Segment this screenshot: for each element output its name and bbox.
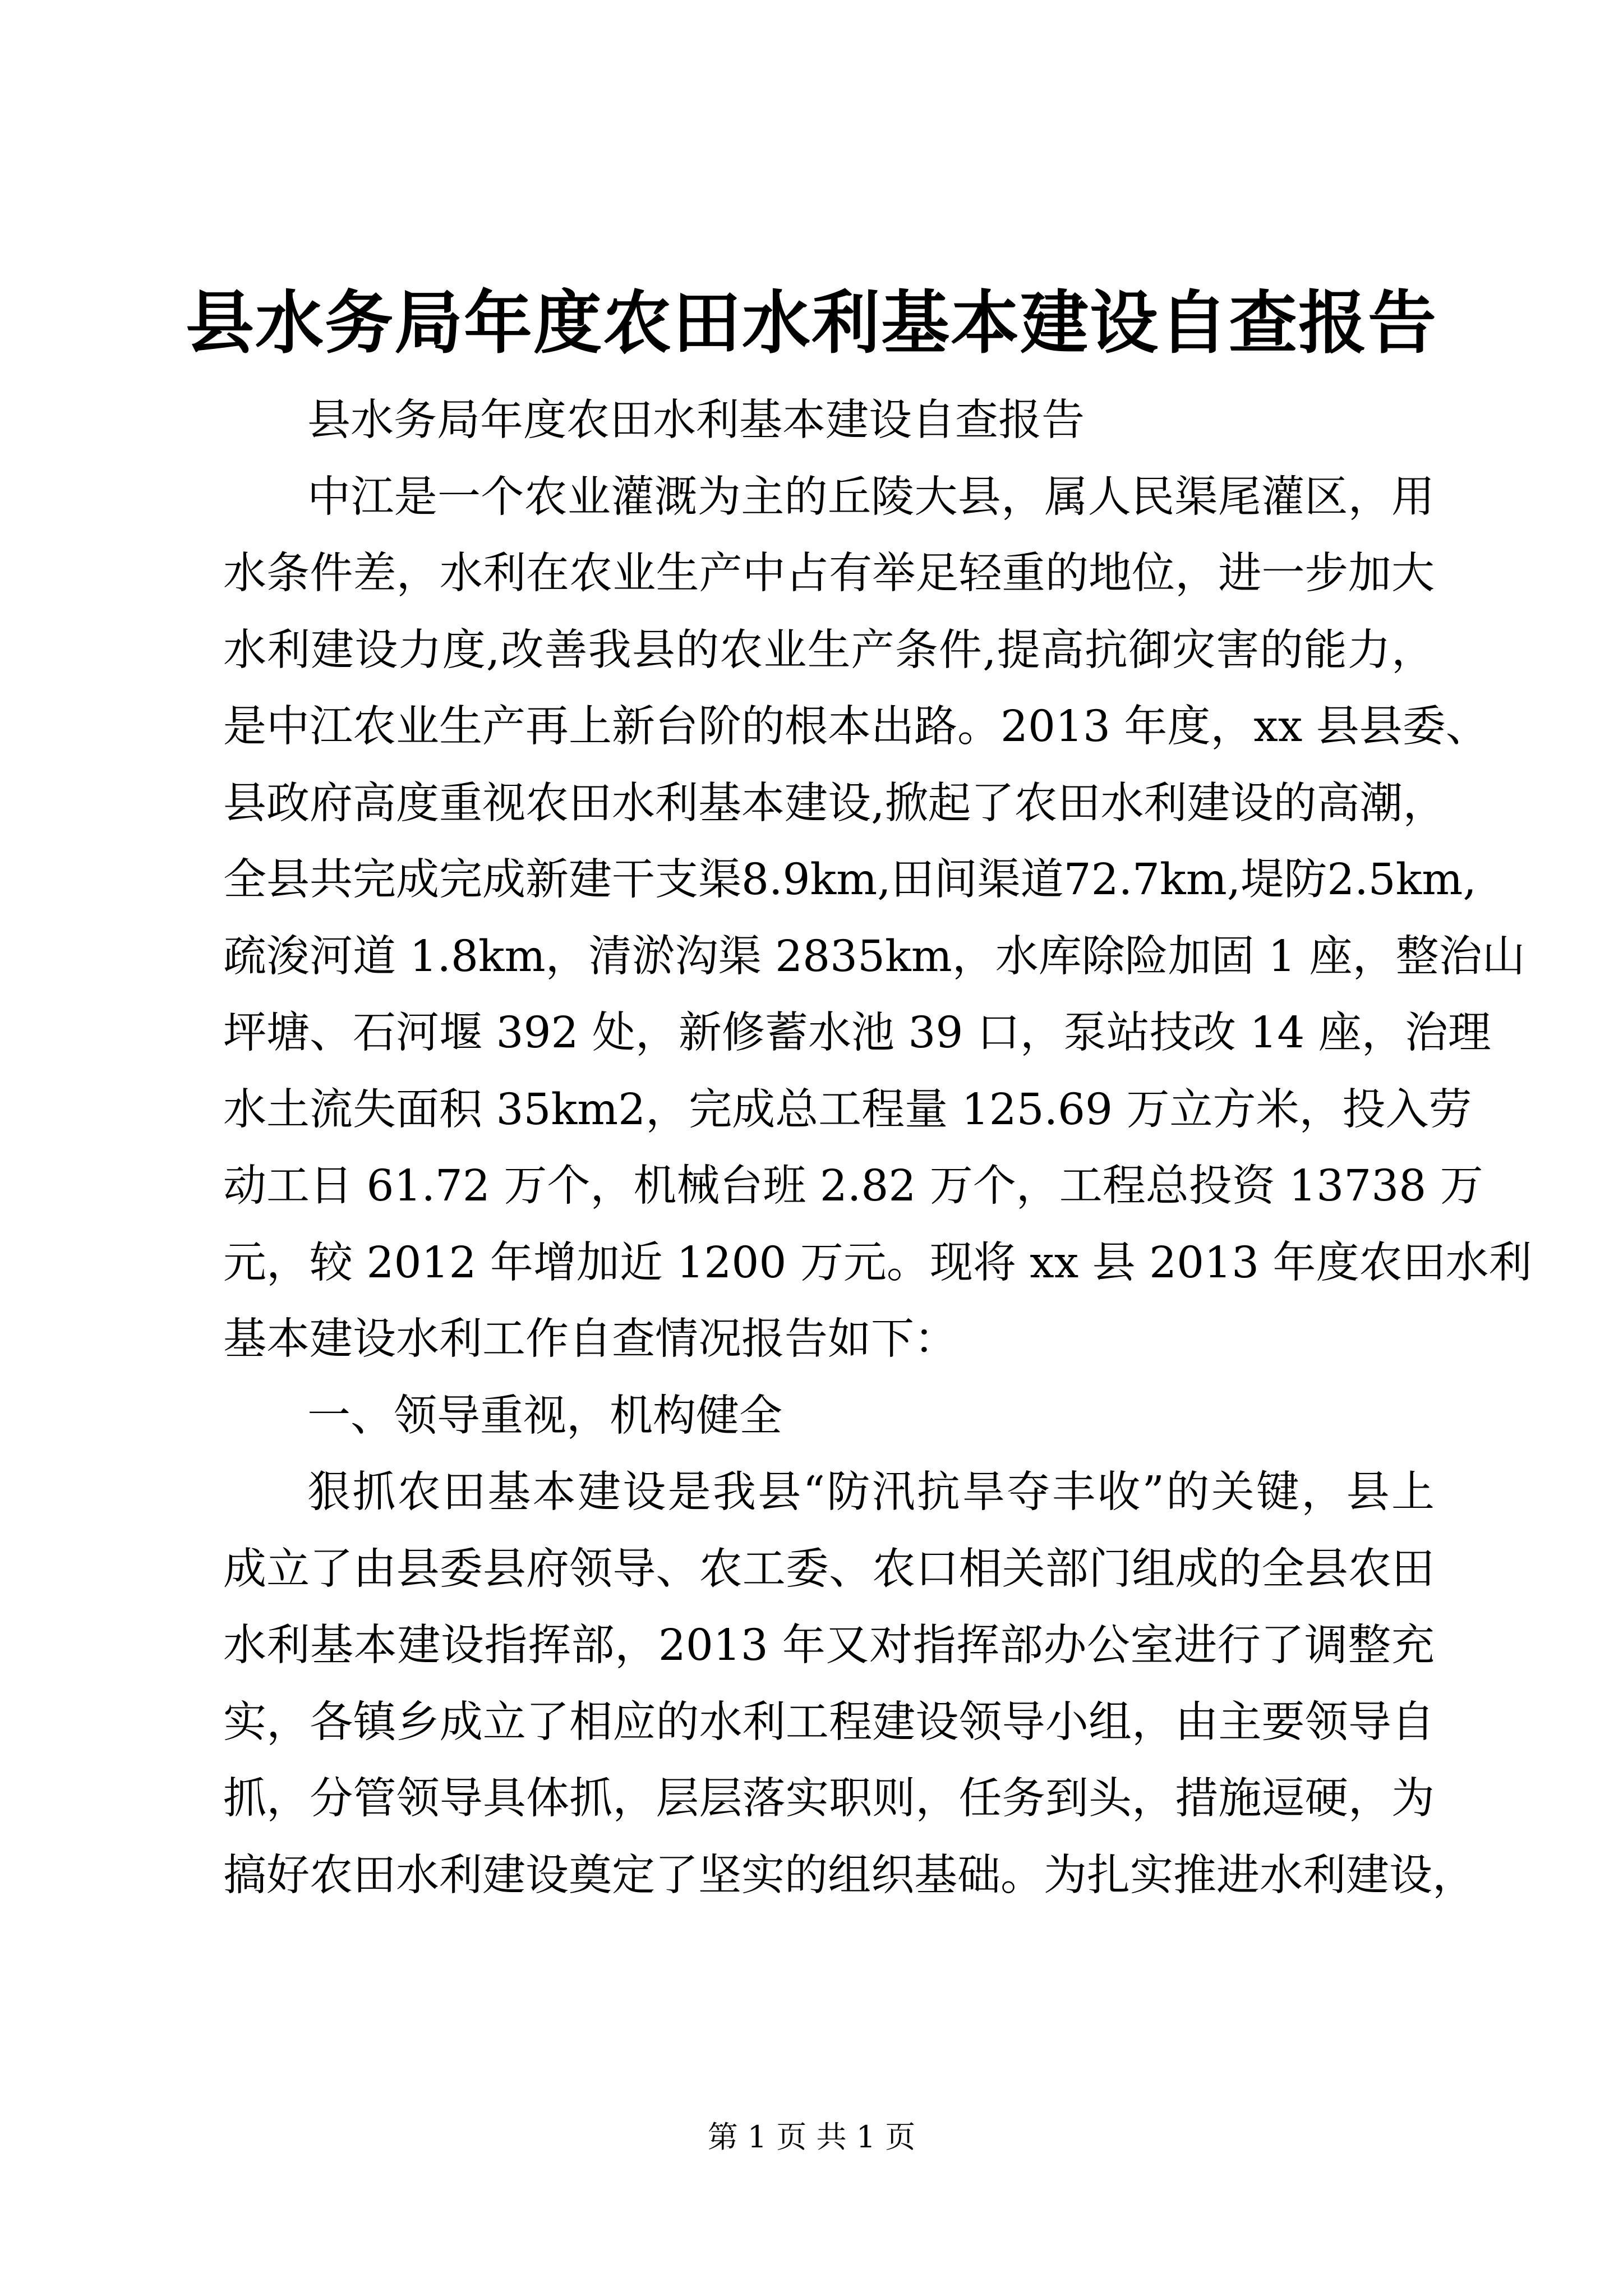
body-line: 动工日 61.72 万个，机械台班 2.82 万个，工程总投资 13738 万 bbox=[223, 1161, 1483, 1211]
body-line: 基本建设水利工作自查情况报告如下： bbox=[223, 1314, 957, 1364]
body-line: 县水务局年度农田水利基本建设自查报告 bbox=[307, 395, 1085, 445]
body-line: 水条件差，水利在农业生产中占有举足轻重的地位，进一步加大 bbox=[223, 549, 1435, 599]
body-line: 搞好农田水利建设奠定了坚实的组织基础。为扎实推进水利建设， bbox=[223, 1851, 1476, 1901]
body-line: 狠抓农田基本建设是我县“防汛抗旱夺丰收”的关键，县上 bbox=[307, 1467, 1435, 1517]
body-line: 县政府高度重视农田水利基本建设,掀起了农田水利建设的高潮， bbox=[223, 779, 1446, 829]
body-line: 抓，分管领导具体抓，层层落实职则，任务到头，措施逗硬，为 bbox=[223, 1774, 1435, 1824]
body-line: 全县共完成完成新建干支渠8.9km,田间渠道72.7km,堤防2.5km, bbox=[223, 855, 1477, 905]
body-line: 成立了由县委县府领导、农工委、农口相关部门组成的全县农田 bbox=[223, 1544, 1435, 1594]
body-line: 水利建设力度,改善我县的农业生产条件,提高抗御灾害的能力， bbox=[223, 625, 1435, 675]
body-line: 水利基本建设指挥部，2013 年又对指挥部办公室进行了调整充 bbox=[223, 1621, 1435, 1671]
body-line: 是中江农业生产再上新台阶的根本出路。2013 年度，xx 县县委、 bbox=[223, 702, 1489, 752]
body-line: 坪塘、石河堰 392 处，新修蓄水池 39 口，泵站技改 14 座，治理 bbox=[223, 1008, 1491, 1058]
body-line: 一、领导重视，机构健全 bbox=[307, 1391, 782, 1441]
body-line: 中江是一个农业灌溉为主的丘陵大县，属人民渠尾灌区，用 bbox=[307, 472, 1435, 522]
body-line: 疏浚河道 1.8km，清淤沟渠 2835km，水库除险加固 1 座，整治山 bbox=[223, 932, 1525, 982]
body-line: 水土流失面积 35km2，完成总工程量 125.69 万立方米，投入劳 bbox=[223, 1085, 1472, 1135]
page-footer: 第 1 页 共 1 页 bbox=[707, 2119, 916, 2155]
body-line: 元，较 2012 年增加近 1200 万元。现将 xx 县 2013 年度农田水利 bbox=[223, 1238, 1532, 1288]
document-title: 县水务局年度农田水利基本建设自查报告 bbox=[186, 282, 1437, 363]
body-line: 实，各镇乡成立了相应的水利工程建设领导小组，由主要领导自 bbox=[223, 1697, 1435, 1747]
